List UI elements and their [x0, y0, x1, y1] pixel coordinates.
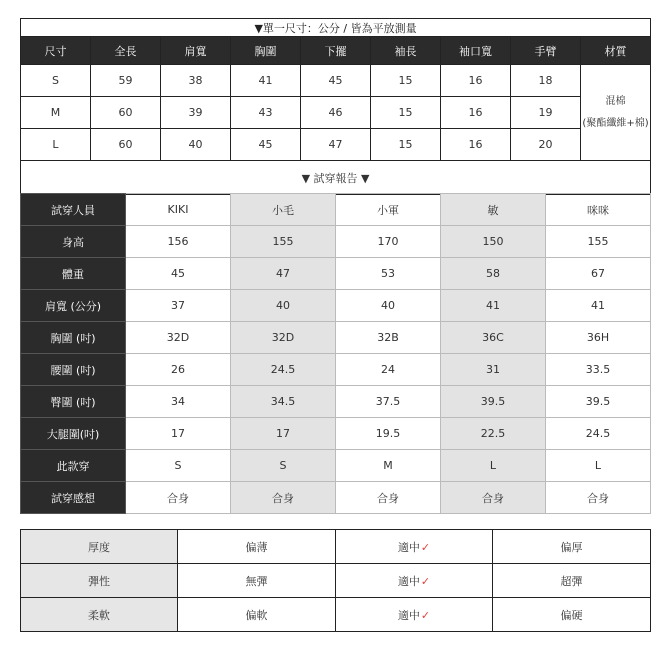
- report-row: [21, 386, 651, 418]
- size-label: S: [21, 65, 91, 97]
- report-cell: 67: [546, 258, 651, 290]
- report-cell: 58: [441, 258, 546, 290]
- report-cell: L: [441, 450, 546, 482]
- check-icon: ✓: [420, 608, 431, 622]
- report-cell: 41: [546, 290, 651, 322]
- report-table: [20, 193, 651, 514]
- check-icon: ✓: [420, 574, 431, 588]
- size-value: 38: [161, 65, 231, 97]
- report-cell: 33.5: [546, 354, 651, 386]
- report-row: [21, 226, 651, 258]
- report-cell: 34: [126, 386, 231, 418]
- report-cell: 170: [336, 226, 441, 258]
- report-row-label: 體重: [21, 258, 126, 290]
- size-label: L: [21, 129, 91, 161]
- report-cell: 31: [441, 354, 546, 386]
- size-value: 15: [371, 97, 441, 129]
- size-label: M: [21, 97, 91, 129]
- report-cell: 32B: [336, 322, 441, 354]
- size-value: 16: [441, 129, 511, 161]
- report-cell: 32D: [231, 322, 336, 354]
- report-cell: 22.5: [441, 418, 546, 450]
- report-row-label: 此款穿: [21, 450, 126, 482]
- size-value: 59: [91, 65, 161, 97]
- size-value: 40: [161, 129, 231, 161]
- size-value: 41: [231, 65, 301, 97]
- report-cell: KIKI: [126, 194, 231, 226]
- report-cell: 45: [126, 258, 231, 290]
- report-cell: 39.5: [546, 386, 651, 418]
- size-value: 60: [91, 97, 161, 129]
- size-value: 43: [231, 97, 301, 129]
- report-cell: 37.5: [336, 386, 441, 418]
- material-composition: (聚酯纖維+棉): [582, 117, 649, 129]
- report-cell: 小毛: [231, 194, 336, 226]
- size-row-l: [21, 129, 651, 161]
- report-row: [21, 450, 651, 482]
- report-cell: 37: [126, 290, 231, 322]
- report-cell: 36C: [441, 322, 546, 354]
- report-cell: 34.5: [231, 386, 336, 418]
- report-cell: 17: [231, 418, 336, 450]
- report-cell: 40: [336, 290, 441, 322]
- report-cell: 36H: [546, 322, 651, 354]
- fabric-feel-table: [20, 529, 651, 632]
- size-value: 19: [511, 97, 581, 129]
- report-cell: 咪咪: [546, 194, 651, 226]
- feel-option: [178, 530, 336, 564]
- header-cell: 手臂: [511, 37, 581, 65]
- report-cell: 19.5: [336, 418, 441, 450]
- header-cell: 全長: [91, 37, 161, 65]
- report-cell: 合身: [546, 482, 651, 514]
- report-cell: 合身: [126, 482, 231, 514]
- feel-option: [336, 598, 493, 632]
- header-cell: 材質: [581, 37, 651, 65]
- size-value: 20: [511, 129, 581, 161]
- feel-option-label: 偏硬: [560, 608, 583, 622]
- report-row-label: 試穿感想: [21, 482, 126, 514]
- report-cell: 156: [126, 226, 231, 258]
- size-value: 39: [161, 97, 231, 129]
- feel-option: [493, 598, 651, 632]
- report-cell: 24.5: [231, 354, 336, 386]
- report-cell: 150: [441, 226, 546, 258]
- feel-option: [493, 564, 651, 598]
- feel-row: [21, 564, 651, 598]
- material-cell: [581, 65, 651, 161]
- header-cell: 胸圍: [231, 37, 301, 65]
- header-cell: 肩寬: [161, 37, 231, 65]
- feel-option-label: 超彈: [560, 574, 583, 588]
- feel-row-label: 彈性: [21, 564, 178, 598]
- report-row-label: 試穿人員: [21, 194, 126, 226]
- report-cell: S: [231, 450, 336, 482]
- size-table-header-row: [21, 37, 651, 65]
- report-row-label: 肩寬 (公分): [21, 290, 126, 322]
- report-cell: 47: [231, 258, 336, 290]
- feel-option: [493, 530, 651, 564]
- feel-option: [336, 530, 493, 564]
- report-cell: 155: [546, 226, 651, 258]
- report-cell: 53: [336, 258, 441, 290]
- report-row: [21, 418, 651, 450]
- report-row: [21, 482, 651, 514]
- feel-option-label: 偏軟: [245, 608, 268, 622]
- header-cell: 下擺: [301, 37, 371, 65]
- report-row-label: 臀圍 (吋): [21, 386, 126, 418]
- size-value: 47: [301, 129, 371, 161]
- report-cell: 敏: [441, 194, 546, 226]
- feel-option-label: 適中: [397, 574, 420, 588]
- report-cell: 41: [441, 290, 546, 322]
- size-table: [20, 18, 651, 195]
- report-cell: 155: [231, 226, 336, 258]
- report-row-label: 身高: [21, 226, 126, 258]
- size-value: 46: [301, 97, 371, 129]
- report-cell: 17: [126, 418, 231, 450]
- fabric-feel-body: [21, 530, 651, 632]
- feel-option: [178, 564, 336, 598]
- report-cell: 39.5: [441, 386, 546, 418]
- report-row-label: 大腿圍(吋): [21, 418, 126, 450]
- size-value: 16: [441, 65, 511, 97]
- report-row-label: 胸圍 (吋): [21, 322, 126, 354]
- report-cell: L: [546, 450, 651, 482]
- report-table-body: [21, 194, 651, 514]
- size-value: 45: [231, 129, 301, 161]
- report-row-label: 腰圍 (吋): [21, 354, 126, 386]
- size-value: 15: [371, 65, 441, 97]
- feel-option: [336, 564, 493, 598]
- header-cell: 尺寸: [21, 37, 91, 65]
- feel-row: [21, 530, 651, 564]
- feel-row: [21, 598, 651, 632]
- report-cell: 32D: [126, 322, 231, 354]
- size-row-m: [21, 97, 651, 129]
- report-cell: M: [336, 450, 441, 482]
- feel-option-label: 偏厚: [560, 540, 583, 554]
- report-cell: 小軍: [336, 194, 441, 226]
- report-cell: 26: [126, 354, 231, 386]
- report-cell: 24.5: [546, 418, 651, 450]
- feel-option-label: 適中: [397, 608, 420, 622]
- report-cell: 合身: [441, 482, 546, 514]
- report-cell: 合身: [231, 482, 336, 514]
- report-row: [21, 290, 651, 322]
- size-value: 60: [91, 129, 161, 161]
- report-cell: S: [126, 450, 231, 482]
- feel-row-label: 厚度: [21, 530, 178, 564]
- size-value: 15: [371, 129, 441, 161]
- header-cell: 袖長: [371, 37, 441, 65]
- size-value: 45: [301, 65, 371, 97]
- report-row: [21, 194, 651, 226]
- size-row-s: [21, 65, 651, 97]
- report-cell: 合身: [336, 482, 441, 514]
- size-value: 18: [511, 65, 581, 97]
- feel-option-label: 偏薄: [245, 540, 268, 554]
- report-cell: 40: [231, 290, 336, 322]
- check-icon: ✓: [420, 540, 431, 554]
- report-section-title: ▼ 試穿報告 ▼: [21, 161, 651, 195]
- feel-option: [178, 598, 336, 632]
- report-row: [21, 354, 651, 386]
- feel-row-label: 柔軟: [21, 598, 178, 632]
- report-row: [21, 258, 651, 290]
- material-name: 混棉: [605, 95, 626, 107]
- report-row: [21, 322, 651, 354]
- header-cell: 袖口寬: [441, 37, 511, 65]
- size-table-title: ▼單一尺寸：公分 / 皆為平放測量: [21, 19, 651, 37]
- feel-option-label: 無彈: [245, 574, 268, 588]
- size-value: 16: [441, 97, 511, 129]
- report-cell: 24: [336, 354, 441, 386]
- feel-option-label: 適中: [397, 540, 420, 554]
